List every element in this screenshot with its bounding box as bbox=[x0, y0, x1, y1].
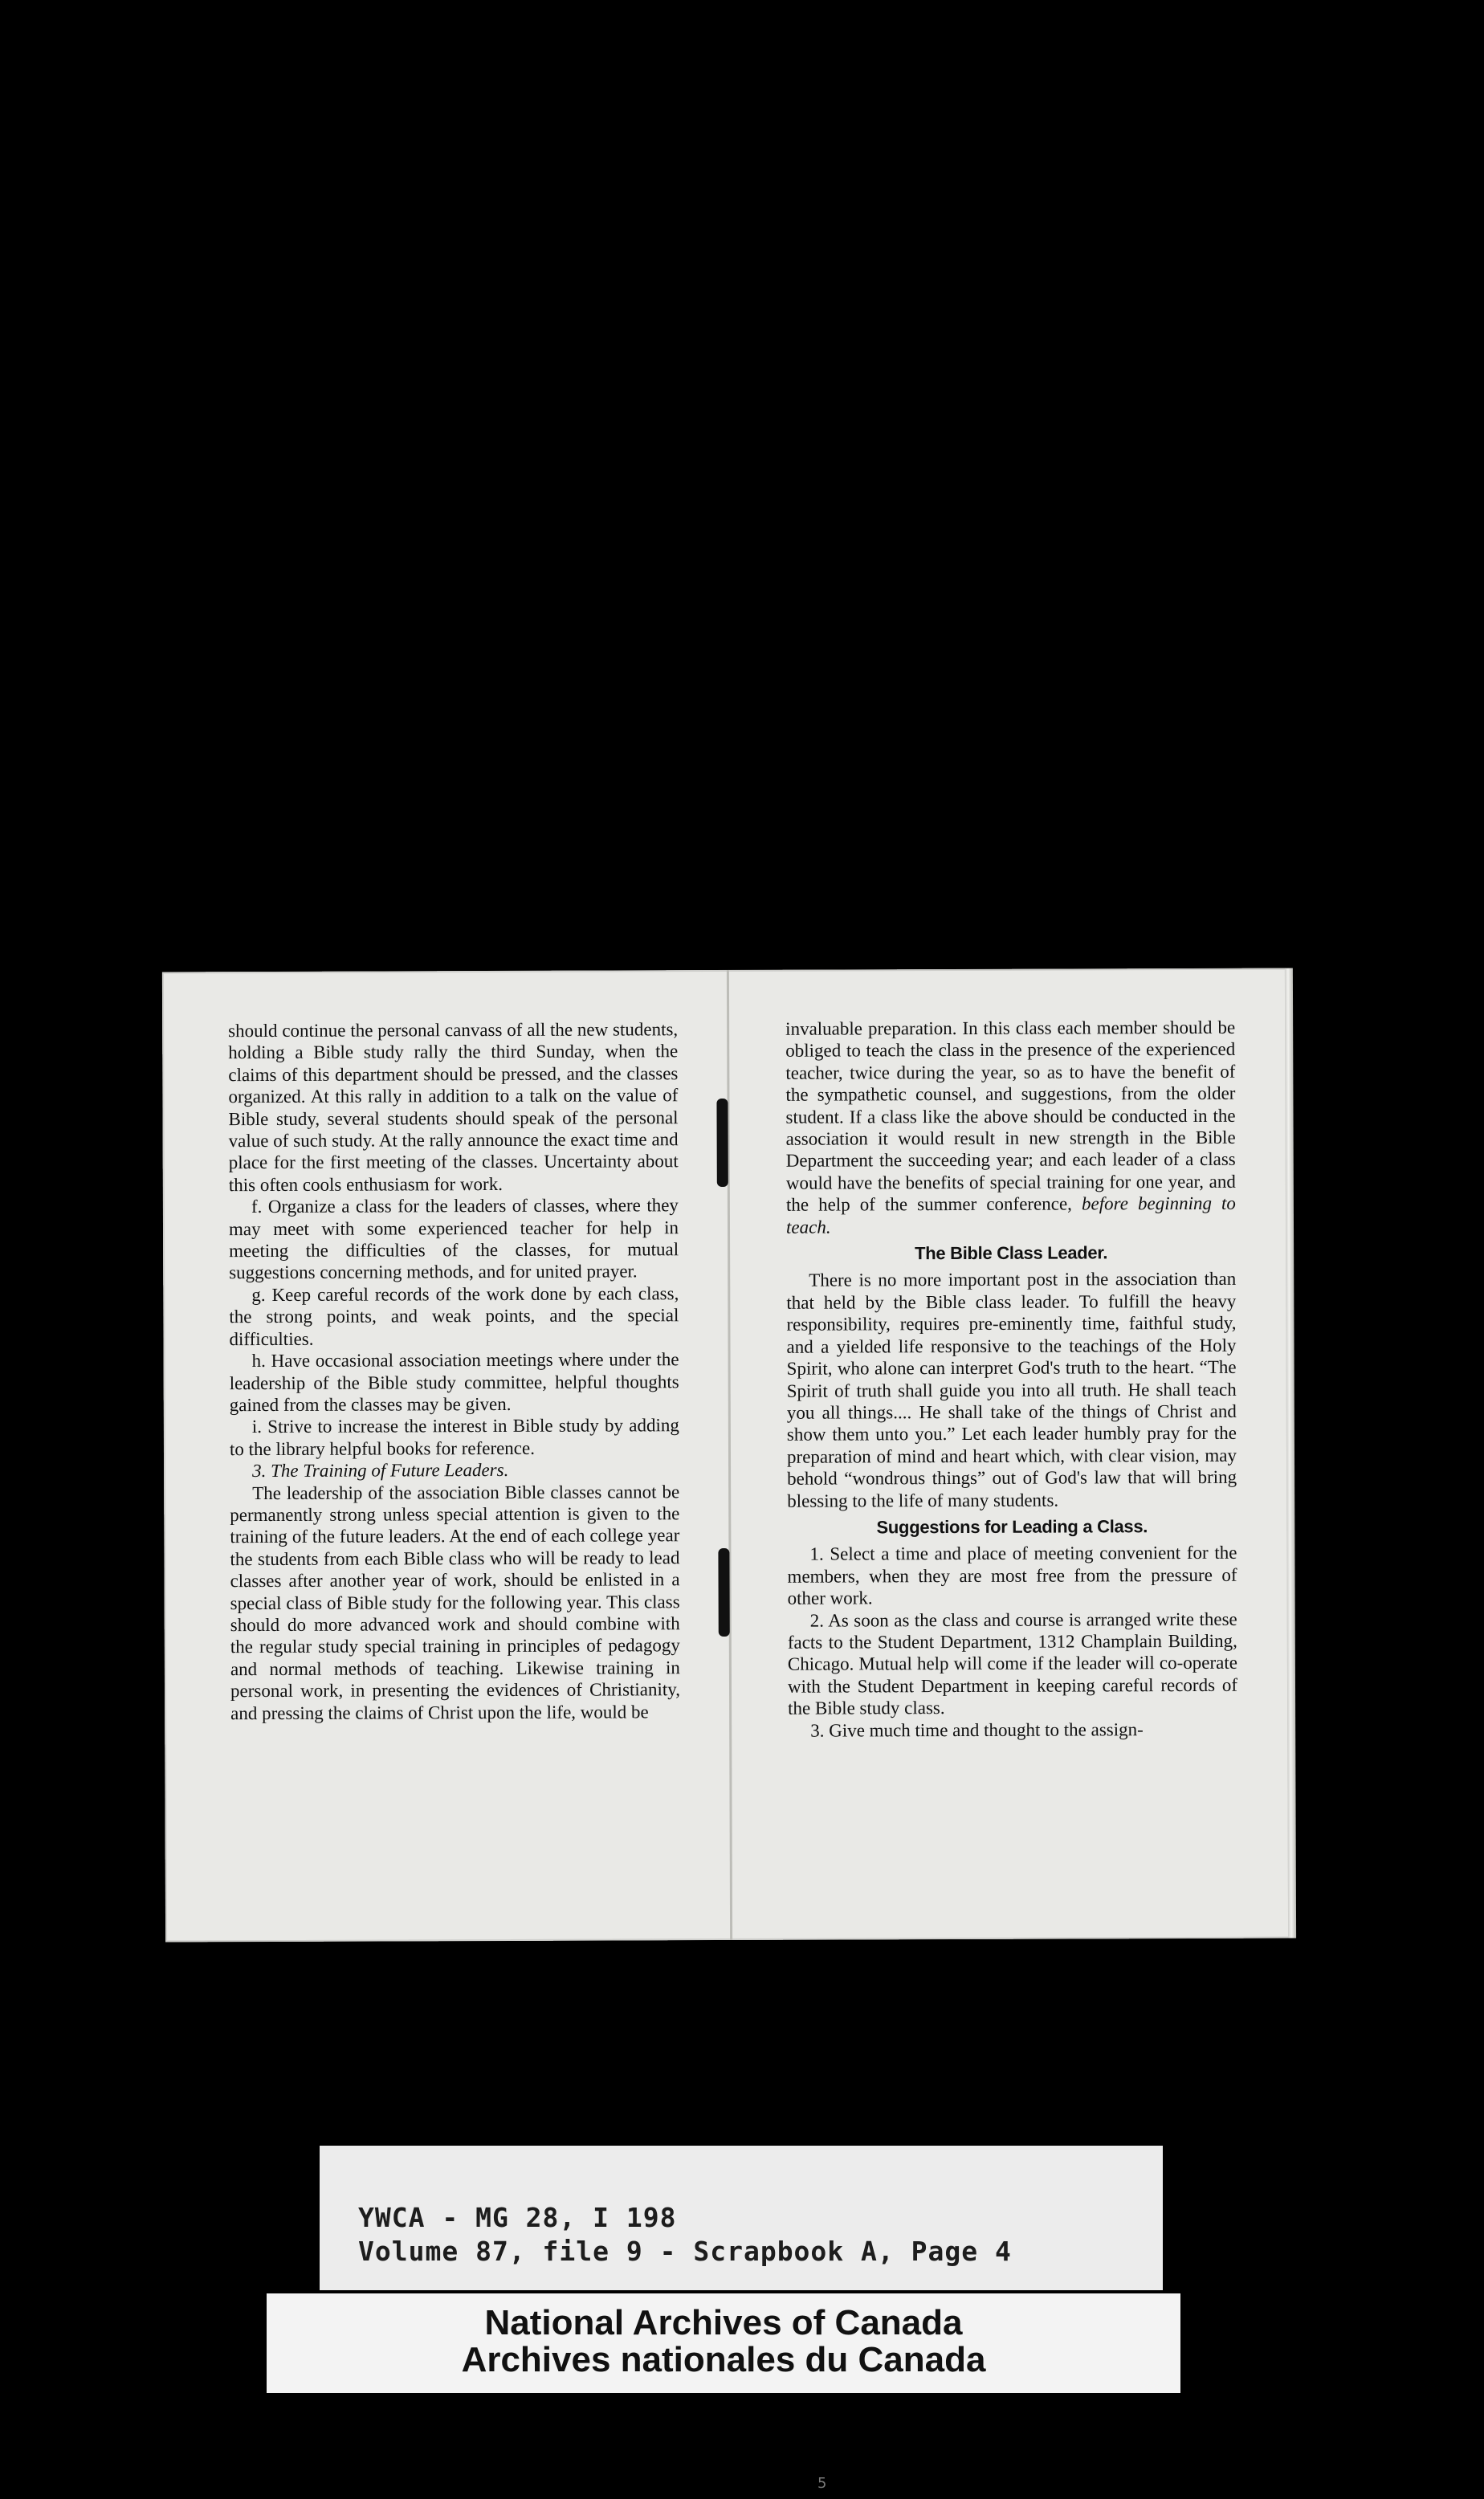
archive-stamp-line1: National Archives of Canada bbox=[484, 2303, 963, 2342]
heading-suggestions: Suggestions for Leading a Class. bbox=[876, 1516, 1148, 1538]
leader-paragraph: There is no more important post in the association than that held by the Bible class leader. To fulfill the heavy responsibility, requires pre-eminently time, faithful study, and a yielded life responsive to the teachings of the Holy Spirit, who alone can interpret God's truth to the heart. “The Spirit of truth shall guide you into all truth. He shall teach you all things.... He shall take of the things of Christ and show them unto you.” Let each leader humbly pray for the preparation of mind and heart which, with clear vision, may behold “wondrous things” out of God's law that will bring blessing to the life of many students. bbox=[786, 1269, 1237, 1511]
staple-bottom bbox=[718, 1548, 729, 1637]
left-paragraph: g. Keep careful records of the work done by each class, the strong points, and weak points, and the special difficulties. bbox=[229, 1283, 679, 1349]
right-intro bbox=[785, 1017, 1236, 1238]
suggestion-item: 1. Select a time and place of meeting convenient for the members, when they are most free from the pressure of other work. bbox=[787, 1543, 1237, 1608]
heading-bible-class-leader: The Bible Class Leader. bbox=[915, 1242, 1108, 1264]
suggestion-item: 3. Give much time and thought to the assign- bbox=[810, 1718, 1144, 1741]
archive-label-line2: Volume 87, file 9 - Scrapbook A, Page 4 bbox=[358, 2236, 1012, 2267]
open-booklet bbox=[162, 968, 1290, 1943]
archive-stamp-line2: Archives nationales du Canada bbox=[461, 2340, 986, 2379]
left-paragraph: The leadership of the association Bible classes cannot be permanently strong unless special attention is given to the training of the future leaders. At the end of each college year the students from each Bible class who will be ready to lead classes after another year of work, should be enlisted in a special class of Bible study for the following year. This class should do more advanced work and should combine with the regular study special training in principles of pedagogy and normal methods of teaching. Likewise training in personal work, in presenting the evidences of Christianity, and pressing the claims of Christ upon the life, would be bbox=[230, 1481, 681, 1723]
left-paragraph: i. Strive to increase the interest in Bible study by adding to the library helpful books for reference. bbox=[229, 1415, 679, 1459]
archive-reference-label bbox=[320, 2146, 1163, 2290]
right-intro-italic: before beginning to teach. bbox=[785, 1193, 1236, 1237]
staple-top bbox=[716, 1099, 728, 1187]
left-paragraph: should continue the personal canvass of all the new students, holding a Bible study rally the third Sunday, when the claims of this department should be pressed, and the classes organized. At this rally in addition to a talk on the value of Bible study, several students should speak of the personal value of such study. At the rally announce the exact time and place for the first meeting of the classes. Uncertainty about this often cools enthusiasm for work. bbox=[228, 1019, 679, 1196]
corner-mark: 5 bbox=[817, 2475, 827, 2492]
page-edge bbox=[1285, 968, 1296, 1938]
right-page bbox=[785, 1017, 1238, 1918]
right-intro-text: invaluable preparation. In this class each member should be obliged to teach the class in the presence of the experienced teacher, twice during the year, so as to have the benefit of the sympathetic counsel, and suggestions, from the older student. If a class like the above should be conducted in the association it would result in new strength in the Bible Department the succeeding year; and each leader of a class would have the benefits of special training for one year, and the help of the summer conference, bbox=[785, 1017, 1236, 1215]
left-paragraph: f. Organize a class for the leaders of classes, where they may meet with some experienced teacher for help in meeting the difficulties of the classes, for mutual suggestions concerning methods, and for united prayer. bbox=[228, 1195, 679, 1283]
left-page bbox=[228, 1018, 681, 1919]
left-section-heading: 3. The Training of Future Leaders. bbox=[252, 1460, 509, 1482]
archive-label-line1: YWCA - MG 28, I 198 bbox=[358, 2202, 677, 2233]
suggestion-item: 2. As soon as the class and course is arranged write these facts to the Student Department, 1312 Champlain Building, Chicago. Mutual help will come if the leader will co-operate with the Student Department in keeping careful records of the Bible study class. bbox=[787, 1608, 1238, 1718]
left-paragraph: h. Have occasional association meetings where under the leadership of the Bible study committee, helpful thoughts gained from the classes may be given. bbox=[229, 1349, 679, 1416]
archive-stamp bbox=[267, 2293, 1180, 2393]
